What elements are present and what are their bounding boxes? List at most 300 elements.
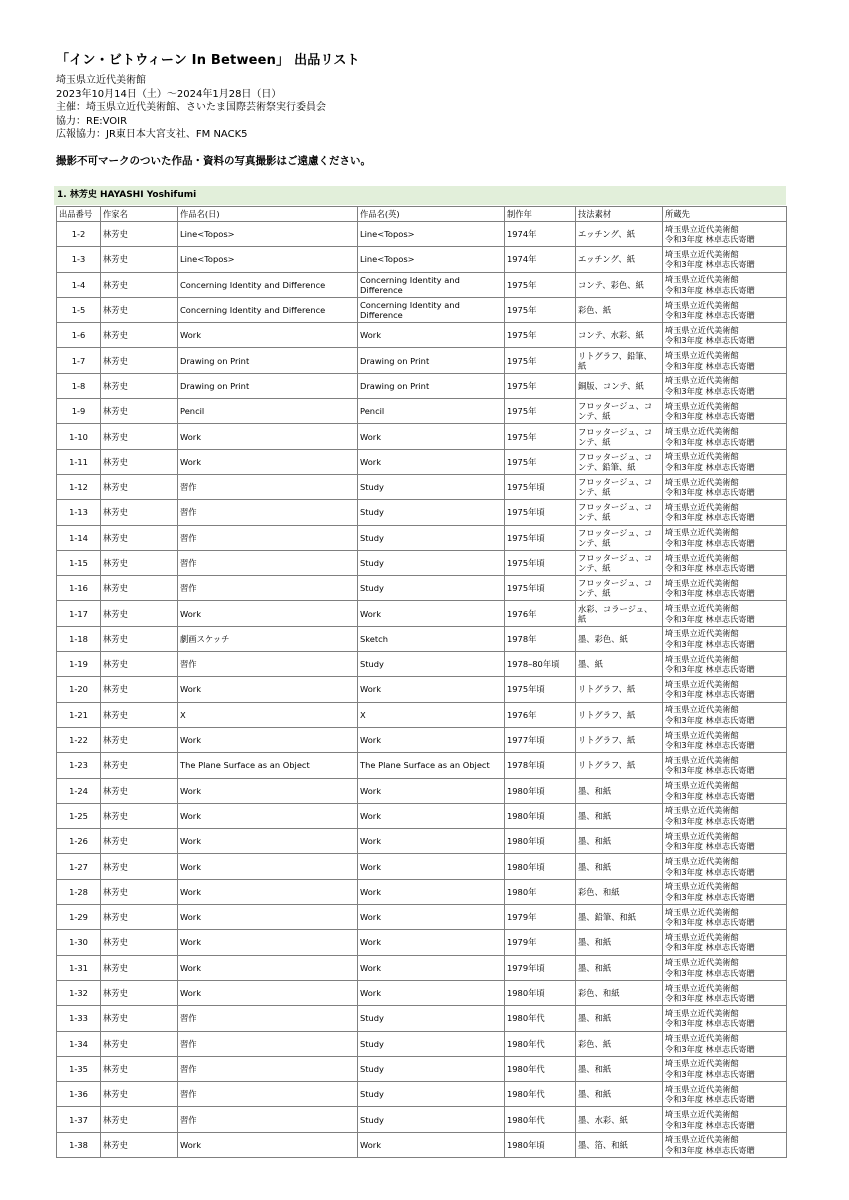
cell-title-ja: 習作 <box>178 576 358 601</box>
cell-medium: 墨、和紙 <box>576 930 663 955</box>
cell-title-ja: Work <box>178 930 358 955</box>
table-row <box>57 1031 787 1056</box>
cell-artist: 林芳史 <box>101 905 178 930</box>
cell-title-en: Work <box>358 905 505 930</box>
cell-medium: リトグラフ、鉛筆、紙 <box>576 348 663 373</box>
cell-title-en: Line<Topos> <box>358 247 505 272</box>
cell-number: 1-9 <box>57 399 101 424</box>
cell-medium: 水彩、コラージュ、紙 <box>576 601 663 626</box>
cell-year: 1978–80年頃 <box>505 652 576 677</box>
cell-owner <box>663 626 787 651</box>
cell-owner <box>663 829 787 854</box>
owner-institution: 埼玉県立近代美術館 <box>665 729 739 740</box>
owner-donation: 令和3年度 林卓志氏寄贈 <box>665 1144 755 1155</box>
cell-title-ja: Work <box>178 601 358 626</box>
col-header-year: 制作年 <box>505 207 576 222</box>
owner-institution: 埼玉県立近代美術館 <box>665 982 739 993</box>
cell-title-en: Drawing on Print <box>358 348 505 373</box>
cell-title-en: Study <box>358 1056 505 1081</box>
works-table <box>56 206 787 1158</box>
cell-owner <box>663 778 787 803</box>
cell-number: 1-3 <box>57 247 101 272</box>
owner-donation: 令和3年度 林卓志氏寄贈 <box>665 1068 755 1079</box>
cell-title-ja: Line<Topos> <box>178 247 358 272</box>
cell-artist: 林芳史 <box>101 525 178 550</box>
cell-title-ja: X <box>178 702 358 727</box>
cell-number: 1-37 <box>57 1107 101 1132</box>
cell-title-en: Drawing on Print <box>358 373 505 398</box>
table-row <box>57 753 787 778</box>
cell-year: 1980年代 <box>505 1056 576 1081</box>
cell-year: 1975年頃 <box>505 550 576 575</box>
exhibition-info <box>56 74 326 142</box>
cell-owner <box>663 348 787 373</box>
cell-title-ja: 習作 <box>178 1056 358 1081</box>
cell-artist: 林芳史 <box>101 323 178 348</box>
cell-title-en: Work <box>358 677 505 702</box>
cell-title-en: Work <box>358 930 505 955</box>
cell-artist: 林芳史 <box>101 500 178 525</box>
cell-medium: 銅版、コンテ、紙 <box>576 373 663 398</box>
owner-donation: 令和3年度 林卓志氏寄贈 <box>665 335 755 346</box>
cell-number: 1-16 <box>57 576 101 601</box>
cell-artist: 林芳史 <box>101 879 178 904</box>
cell-owner <box>663 1006 787 1031</box>
cell-number: 1-17 <box>57 601 101 626</box>
cell-artist: 林芳史 <box>101 424 178 449</box>
cell-artist: 林芳史 <box>101 803 178 828</box>
cell-artist: 林芳史 <box>101 348 178 373</box>
cell-title-en: Study <box>358 652 505 677</box>
owner-donation: 令和3年度 林卓志氏寄贈 <box>665 461 755 472</box>
cell-owner <box>663 247 787 272</box>
owner-institution: 埼玉県立近代美術館 <box>665 552 739 563</box>
cell-title-en: Sketch <box>358 626 505 651</box>
cell-number: 1-2 <box>57 222 101 247</box>
cell-owner <box>663 803 787 828</box>
cell-owner <box>663 601 787 626</box>
table-row <box>57 222 787 247</box>
col-header-title-ja: 作品名(日) <box>178 207 358 222</box>
cell-year: 1980年代 <box>505 1107 576 1132</box>
col-header-number: 出品番号 <box>57 207 101 222</box>
owner-institution: 埼玉県立近代美術館 <box>665 754 739 765</box>
owner-donation: 令和3年度 林卓志氏寄贈 <box>665 638 755 649</box>
cell-year: 1979年 <box>505 930 576 955</box>
owner-institution: 埼玉県立近代美術館 <box>665 1033 739 1044</box>
col-header-title-en: 作品名(英) <box>358 207 505 222</box>
cell-year: 1975年 <box>505 399 576 424</box>
owner-donation: 令和3年度 林卓志氏寄贈 <box>665 917 755 928</box>
cell-artist: 林芳史 <box>101 1082 178 1107</box>
cell-year: 1980年 <box>505 879 576 904</box>
cooperation: 協力：RE:VOIR <box>56 115 128 127</box>
cell-medium: リトグラフ、紙 <box>576 677 663 702</box>
cell-number: 1-33 <box>57 1006 101 1031</box>
cell-owner <box>663 727 787 752</box>
cell-number: 1-14 <box>57 525 101 550</box>
cell-artist: 林芳史 <box>101 702 178 727</box>
owner-donation: 令和3年度 林卓志氏寄贈 <box>665 436 755 447</box>
cell-artist: 林芳史 <box>101 222 178 247</box>
cell-owner <box>663 1107 787 1132</box>
cell-artist: 林芳史 <box>101 1056 178 1081</box>
owner-donation: 令和3年度 林卓志氏寄贈 <box>665 664 755 675</box>
owner-institution: 埼玉県立近代美術館 <box>665 881 739 892</box>
cell-number: 1-4 <box>57 272 101 297</box>
pr-cooperation: 広報協力：JR東日本大宮支社、FM NACK5 <box>56 129 248 140</box>
col-header-owner: 所蔵先 <box>663 207 787 222</box>
owner-institution: 埼玉県立近代美術館 <box>665 906 739 917</box>
owner-donation: 令和3年度 林卓志氏寄贈 <box>665 815 755 826</box>
cell-medium: フロッタージュ、コンテ、紙 <box>576 424 663 449</box>
cell-year: 1975年 <box>505 348 576 373</box>
cell-artist: 林芳史 <box>101 1006 178 1031</box>
cell-medium: コンテ、彩色、紙 <box>576 272 663 297</box>
cell-owner <box>663 525 787 550</box>
cell-medium: 墨、和紙 <box>576 803 663 828</box>
table-row <box>57 829 787 854</box>
cell-year: 1975年 <box>505 424 576 449</box>
owner-institution: 埼玉県立近代美術館 <box>665 653 739 664</box>
cell-owner <box>663 1082 787 1107</box>
cell-owner <box>663 500 787 525</box>
owner-donation: 令和3年度 林卓志氏寄贈 <box>665 765 755 776</box>
cell-owner <box>663 399 787 424</box>
cell-medium: 彩色、紙 <box>576 297 663 322</box>
cell-medium: 墨、紙 <box>576 652 663 677</box>
cell-title-ja: 習作 <box>178 525 358 550</box>
cell-title-ja: 習作 <box>178 550 358 575</box>
photo-notice: 撮影不可マークのついた作品・資料の写真撮影はご遠慮ください。 <box>56 155 371 167</box>
table-row <box>57 474 787 499</box>
cell-year: 1975年頃 <box>505 474 576 499</box>
cell-medium: エッチング、紙 <box>576 222 663 247</box>
owner-institution: 埼玉県立近代美術館 <box>665 805 739 816</box>
cell-title-en: Study <box>358 550 505 575</box>
cell-title-ja: Work <box>178 677 358 702</box>
cell-year: 1980年代 <box>505 1006 576 1031</box>
cell-medium: 墨、彩色、紙 <box>576 626 663 651</box>
cell-title-en: Work <box>358 1132 505 1157</box>
cell-year: 1975年 <box>505 323 576 348</box>
cell-medium: 墨、水彩、紙 <box>576 1107 663 1132</box>
cell-number: 1-13 <box>57 500 101 525</box>
cell-medium: 墨、和紙 <box>576 1006 663 1031</box>
cell-title-ja: 習作 <box>178 1082 358 1107</box>
cell-artist: 林芳史 <box>101 1132 178 1157</box>
cell-medium: 墨、箔、和紙 <box>576 1132 663 1157</box>
cell-artist: 林芳史 <box>101 297 178 322</box>
owner-institution: 埼玉県立近代美術館 <box>665 324 739 335</box>
cell-title-ja: 劇画スケッチ <box>178 626 358 651</box>
cell-title-en: Study <box>358 525 505 550</box>
cell-owner <box>663 576 787 601</box>
cell-owner <box>663 550 787 575</box>
owner-donation: 令和3年度 林卓志氏寄贈 <box>665 689 755 700</box>
table-row <box>57 955 787 980</box>
cell-title-ja: Work <box>178 1132 358 1157</box>
table-row <box>57 905 787 930</box>
cell-title-en: Work <box>358 601 505 626</box>
table-row <box>57 626 787 651</box>
cell-number: 1-18 <box>57 626 101 651</box>
cell-title-en: Study <box>358 1082 505 1107</box>
cell-owner <box>663 677 787 702</box>
owner-donation: 令和3年度 林卓志氏寄贈 <box>665 1119 755 1130</box>
owner-institution: 埼玉県立近代美術館 <box>665 527 739 538</box>
cell-title-ja: Work <box>178 879 358 904</box>
cell-owner <box>663 905 787 930</box>
owner-donation: 令和3年度 林卓志氏寄贈 <box>665 259 755 270</box>
col-header-medium: 技法素材 <box>576 207 663 222</box>
cell-artist: 林芳史 <box>101 652 178 677</box>
cell-year: 1980年頃 <box>505 803 576 828</box>
cell-owner <box>663 222 787 247</box>
cell-year: 1979年頃 <box>505 955 576 980</box>
cell-medium: フロッタージュ、コンテ、紙 <box>576 525 663 550</box>
cell-title-en: Study <box>358 576 505 601</box>
table-row <box>57 424 787 449</box>
cell-medium: フロッタージュ、コンテ、紙 <box>576 474 663 499</box>
cell-number: 1-11 <box>57 449 101 474</box>
cell-artist: 林芳史 <box>101 449 178 474</box>
table-row <box>57 778 787 803</box>
cell-medium: フロッタージュ、コンテ、鉛筆、紙 <box>576 449 663 474</box>
cell-year: 1975年 <box>505 272 576 297</box>
cell-title-ja: Drawing on Print <box>178 373 358 398</box>
owner-institution: 埼玉県立近代美術館 <box>665 577 739 588</box>
table-body <box>57 222 787 1158</box>
cell-title-ja: 習作 <box>178 1006 358 1031</box>
cell-number: 1-35 <box>57 1056 101 1081</box>
cell-title-en: Work <box>358 955 505 980</box>
cell-artist: 林芳史 <box>101 854 178 879</box>
cell-number: 1-24 <box>57 778 101 803</box>
cell-year: 1980年頃 <box>505 778 576 803</box>
cell-year: 1980年頃 <box>505 854 576 879</box>
cell-year: 1975年 <box>505 373 576 398</box>
cell-number: 1-22 <box>57 727 101 752</box>
cell-owner <box>663 424 787 449</box>
owner-institution: 埼玉県立近代美術館 <box>665 1134 739 1145</box>
table-row <box>57 373 787 398</box>
cell-artist: 林芳史 <box>101 1031 178 1056</box>
cell-year: 1975年頃 <box>505 525 576 550</box>
cell-medium: 墨、和紙 <box>576 1056 663 1081</box>
cell-number: 1-28 <box>57 879 101 904</box>
owner-donation: 令和3年度 林卓志氏寄贈 <box>665 588 755 599</box>
cell-year: 1980年頃 <box>505 980 576 1005</box>
cell-year: 1974年 <box>505 222 576 247</box>
cell-owner <box>663 879 787 904</box>
organizer: 主催：埼玉県立近代美術館、さいたま国際芸術祭実行委員会 <box>56 102 326 113</box>
table-row <box>57 348 787 373</box>
cell-artist: 林芳史 <box>101 829 178 854</box>
cell-artist: 林芳史 <box>101 980 178 1005</box>
cell-year: 1980年頃 <box>505 1132 576 1157</box>
table-row <box>57 1082 787 1107</box>
cell-title-en: Work <box>358 803 505 828</box>
owner-institution: 埼玉県立近代美術館 <box>665 400 739 411</box>
venue: 埼玉県立近代美術館 <box>56 75 146 86</box>
cell-number: 1-26 <box>57 829 101 854</box>
cell-title-ja: Concerning Identity and Difference <box>178 297 358 322</box>
table-row <box>57 500 787 525</box>
cell-medium: 墨、和紙 <box>576 778 663 803</box>
cell-medium: 彩色、和紙 <box>576 879 663 904</box>
owner-institution: 埼玉県立近代美術館 <box>665 476 739 487</box>
cell-artist: 林芳史 <box>101 550 178 575</box>
owner-donation: 令和3年度 林卓志氏寄贈 <box>665 537 755 548</box>
cell-medium: 彩色、和紙 <box>576 980 663 1005</box>
cell-artist: 林芳史 <box>101 576 178 601</box>
table-row <box>57 449 787 474</box>
section-header: 1. 林芳史 HAYASHI Yoshifumi <box>54 186 786 205</box>
owner-donation: 令和3年度 林卓志氏寄贈 <box>665 993 755 1004</box>
cell-title-ja: 習作 <box>178 1107 358 1132</box>
cell-year: 1975年 <box>505 297 576 322</box>
owner-donation: 令和3年度 林卓志氏寄贈 <box>665 714 755 725</box>
table-row <box>57 702 787 727</box>
owner-institution: 埼玉県立近代美術館 <box>665 1007 739 1018</box>
owner-institution: 埼玉県立近代美術館 <box>665 603 739 614</box>
cell-owner <box>663 702 787 727</box>
cell-title-en: Work <box>358 854 505 879</box>
col-header-artist: 作家名 <box>101 207 178 222</box>
cell-owner <box>663 1056 787 1081</box>
table-row <box>57 576 787 601</box>
owner-institution: 埼玉県立近代美術館 <box>665 780 739 791</box>
cell-title-en: Work <box>358 778 505 803</box>
cell-title-en: Line<Topos> <box>358 222 505 247</box>
cell-artist: 林芳史 <box>101 955 178 980</box>
owner-institution: 埼玉県立近代美術館 <box>665 628 739 639</box>
cell-title-en: Work <box>358 829 505 854</box>
cell-title-ja: Drawing on Print <box>178 348 358 373</box>
cell-title-ja: Work <box>178 955 358 980</box>
table-row <box>57 399 787 424</box>
cell-medium: 墨、和紙 <box>576 1082 663 1107</box>
owner-donation: 令和3年度 林卓志氏寄贈 <box>665 613 755 624</box>
cell-owner <box>663 323 787 348</box>
owner-donation: 令和3年度 林卓志氏寄贈 <box>665 891 755 902</box>
owner-institution: 埼玉県立近代美術館 <box>665 704 739 715</box>
cell-year: 1980年代 <box>505 1082 576 1107</box>
cell-owner <box>663 373 787 398</box>
table-row <box>57 550 787 575</box>
cell-title-en: Study <box>358 474 505 499</box>
cell-title-en: Concerning Identity and Difference <box>358 272 505 297</box>
owner-donation: 令和3年度 林卓志氏寄贈 <box>665 790 755 801</box>
owner-donation: 令和3年度 林卓志氏寄贈 <box>665 512 755 523</box>
owner-institution: 埼玉県立近代美術館 <box>665 1083 739 1094</box>
owner-donation: 令和3年度 林卓志氏寄贈 <box>665 967 755 978</box>
cell-artist: 林芳史 <box>101 727 178 752</box>
owner-institution: 埼玉県立近代美術館 <box>665 426 739 437</box>
cell-title-en: Work <box>358 879 505 904</box>
cell-artist: 林芳史 <box>101 930 178 955</box>
cell-medium: 彩色、紙 <box>576 1031 663 1056</box>
cell-title-en: Work <box>358 424 505 449</box>
table-row <box>57 1132 787 1157</box>
cell-medium: リトグラフ、紙 <box>576 727 663 752</box>
cell-artist: 林芳史 <box>101 626 178 651</box>
cell-title-ja: 習作 <box>178 652 358 677</box>
table-row <box>57 601 787 626</box>
table-row <box>57 980 787 1005</box>
table-row <box>57 247 787 272</box>
table-row <box>57 879 787 904</box>
cell-year: 1976年 <box>505 702 576 727</box>
cell-year: 1975年 <box>505 449 576 474</box>
cell-title-ja: Work <box>178 727 358 752</box>
cell-medium: フロッタージュ、コンテ、紙 <box>576 576 663 601</box>
cell-medium: 墨、和紙 <box>576 829 663 854</box>
table-row <box>57 272 787 297</box>
cell-title-en: Work <box>358 449 505 474</box>
cell-medium: リトグラフ、紙 <box>576 702 663 727</box>
cell-number: 1-12 <box>57 474 101 499</box>
owner-institution: 埼玉県立近代美術館 <box>665 1058 739 1069</box>
cell-owner <box>663 474 787 499</box>
cell-medium: コンテ、水彩、紙 <box>576 323 663 348</box>
cell-title-en: Study <box>358 1107 505 1132</box>
cell-medium: フロッタージュ、コンテ、紙 <box>576 399 663 424</box>
table-row <box>57 677 787 702</box>
owner-institution: 埼玉県立近代美術館 <box>665 501 739 512</box>
owner-donation: 令和3年度 林卓志氏寄贈 <box>665 385 755 396</box>
cell-title-ja: The Plane Surface as an Object <box>178 753 358 778</box>
owner-institution: 埼玉県立近代美術館 <box>665 957 739 968</box>
cell-artist: 林芳史 <box>101 677 178 702</box>
cell-number: 1-8 <box>57 373 101 398</box>
cell-owner <box>663 1031 787 1056</box>
cell-artist: 林芳史 <box>101 373 178 398</box>
cell-title-ja: Work <box>178 449 358 474</box>
owner-donation: 令和3年度 林卓志氏寄贈 <box>665 360 755 371</box>
cell-title-en: Study <box>358 1031 505 1056</box>
table-row <box>57 297 787 322</box>
cell-title-ja: 習作 <box>178 1031 358 1056</box>
cell-number: 1-27 <box>57 854 101 879</box>
cell-number: 1-10 <box>57 424 101 449</box>
owner-institution: 埼玉県立近代美術館 <box>665 830 739 841</box>
table-row <box>57 1056 787 1081</box>
owner-donation: 令和3年度 林卓志氏寄贈 <box>665 1043 755 1054</box>
cell-title-ja: Work <box>178 323 358 348</box>
owner-institution: 埼玉県立近代美術館 <box>665 223 739 234</box>
table-row <box>57 803 787 828</box>
cell-year: 1974年 <box>505 247 576 272</box>
cell-year: 1978年頃 <box>505 753 576 778</box>
owner-donation: 令和3年度 林卓志氏寄贈 <box>665 1018 755 1029</box>
table-row <box>57 1107 787 1132</box>
cell-title-ja: Concerning Identity and Difference <box>178 272 358 297</box>
table-row <box>57 652 787 677</box>
cell-medium: フロッタージュ、コンテ、紙 <box>576 550 663 575</box>
cell-title-ja: Work <box>178 854 358 879</box>
cell-title-en: Work <box>358 323 505 348</box>
cell-title-ja: 習作 <box>178 474 358 499</box>
table-row <box>57 727 787 752</box>
table-header-row <box>57 207 787 222</box>
owner-donation: 令和3年度 林卓志氏寄贈 <box>665 411 755 422</box>
cell-medium: 墨、和紙 <box>576 854 663 879</box>
cell-owner <box>663 854 787 879</box>
cell-artist: 林芳史 <box>101 272 178 297</box>
owner-donation: 令和3年度 林卓志氏寄贈 <box>665 866 755 877</box>
